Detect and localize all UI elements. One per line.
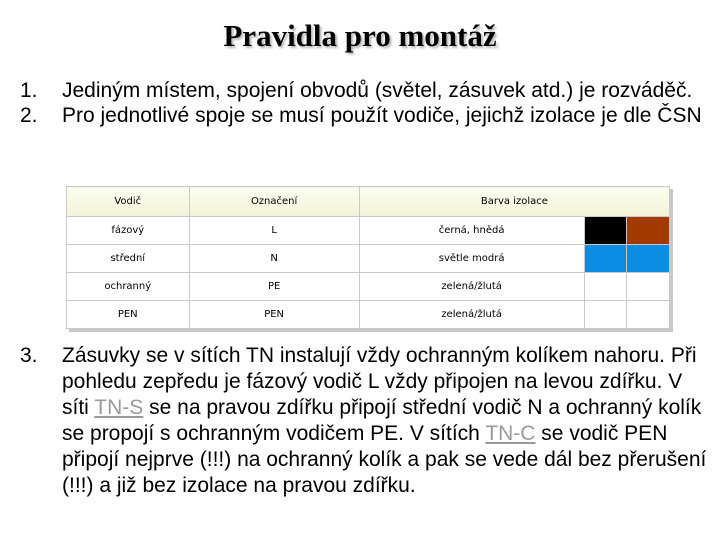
color-swatch-cell bbox=[584, 301, 627, 329]
header-barva: Barva izolace bbox=[359, 187, 669, 217]
color-swatch-cell bbox=[627, 245, 670, 273]
link-tn-c[interactable]: TN-C bbox=[485, 422, 536, 445]
cell-barva: černá, hnědá bbox=[359, 217, 584, 245]
list-item bbox=[20, 343, 710, 499]
table-row bbox=[67, 245, 670, 273]
color-swatch-cell bbox=[584, 245, 627, 273]
item-number: 2. bbox=[20, 104, 38, 127]
color-swatch-cell bbox=[627, 217, 670, 245]
table-row bbox=[67, 301, 670, 329]
item-text: Jediným místem, spojení obvodů (světel, zásuvek atd.) je rozváděč. bbox=[62, 79, 693, 102]
cell-vodic: PEN bbox=[67, 301, 190, 329]
item-number: 1. bbox=[20, 79, 38, 102]
cell-vodic: střední bbox=[67, 245, 190, 273]
link-tn-s[interactable]: TN-S bbox=[94, 396, 144, 419]
color-swatch-cell bbox=[584, 273, 627, 301]
text-part: Zásuvky se v sítích TN instalují vždy ochranným kolíkem nahoru. Při pohledu zepředu je fázový vodič L vždy připojen na levou zdířku. V síti bbox=[62, 344, 697, 419]
text-part: se vodič PEN připojí nejprve (!!!) na ochranný kolík a pak se vede dál bez přerušení (!!!) a již bez izolace na pravou zdířku. bbox=[62, 422, 707, 497]
item-text: Pro jednotlivé spoje se musí použít vodiče, jejichž izolace je dle ČSN bbox=[62, 104, 702, 127]
text-part: se na pravou zdířku připojí střední vodič N a ochranný kolík se propojí s ochranným vodičem PE. V sítích bbox=[62, 396, 702, 445]
header-oznaceni: Označení bbox=[189, 187, 359, 217]
table-header-row bbox=[67, 187, 670, 217]
color-swatch-cell bbox=[627, 301, 670, 329]
table-row bbox=[67, 217, 670, 245]
cell-barva: světle modrá bbox=[359, 245, 584, 273]
color-swatch bbox=[585, 273, 627, 300]
cell-oznaceni: PE bbox=[189, 273, 359, 301]
cell-vodic: fázový bbox=[67, 217, 190, 245]
cell-vodic: ochranný bbox=[67, 273, 190, 301]
cell-barva: zelená/žlutá bbox=[359, 301, 584, 329]
color-swatch bbox=[585, 217, 627, 244]
color-swatch-cell bbox=[584, 217, 627, 245]
color-swatch-cell bbox=[627, 273, 670, 301]
cell-oznaceni: PEN bbox=[189, 301, 359, 329]
list-item bbox=[20, 103, 710, 128]
conductor-color-table bbox=[66, 186, 670, 329]
color-swatch bbox=[627, 245, 669, 272]
cell-oznaceni: N bbox=[189, 245, 359, 273]
header-vodic: Vodič bbox=[67, 187, 190, 217]
cell-oznaceni: L bbox=[189, 217, 359, 245]
color-swatch bbox=[585, 301, 627, 328]
color-swatch bbox=[627, 217, 669, 244]
item-number: 3. bbox=[20, 344, 38, 367]
color-swatch bbox=[627, 273, 669, 300]
rules-list bbox=[20, 78, 710, 128]
color-swatch bbox=[585, 245, 627, 272]
table-row bbox=[67, 273, 670, 301]
color-swatch bbox=[627, 301, 669, 328]
cell-barva: zelená/žlutá bbox=[359, 273, 584, 301]
item-text bbox=[62, 343, 710, 499]
slide-title: Pravidla pro montáž bbox=[223, 18, 497, 53]
list-item bbox=[20, 78, 710, 103]
